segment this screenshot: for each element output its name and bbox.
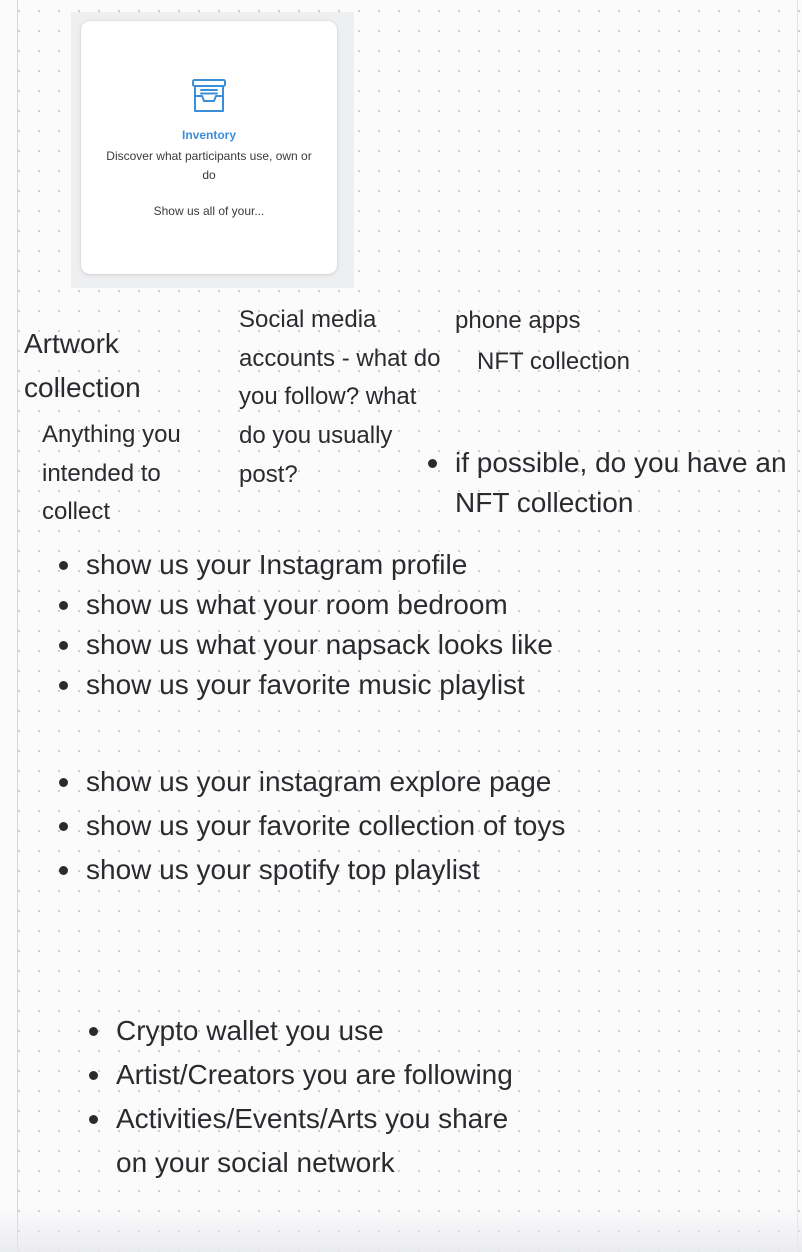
list-item[interactable]: show us your spotify top playlist — [56, 848, 576, 892]
list-item[interactable]: show us what your room bedroom — [56, 585, 576, 625]
artwork-collection-subtext[interactable]: Anything you intended to collect — [42, 421, 181, 525]
bottom-fade — [0, 1208, 802, 1252]
list-item[interactable]: show us your favorite collection of toys — [56, 804, 576, 848]
card-title: Inventory — [181, 128, 236, 142]
board-right-edge — [797, 0, 798, 1252]
show-us-list-b[interactable] — [56, 760, 576, 892]
list-item[interactable]: Artist/Creators you are following — [86, 1053, 526, 1097]
inventory-tray-icon — [189, 76, 229, 116]
show-us-list-a[interactable] — [56, 545, 576, 705]
list-item[interactable]: show us your instagram explore page — [56, 760, 576, 804]
nft-bullet-list[interactable] — [425, 443, 795, 523]
nft-collection-note[interactable]: NFT collection — [477, 348, 630, 375]
list-item[interactable]: show us your favorite music playlist — [56, 665, 576, 705]
list-item[interactable]: show us your Instagram profile — [56, 545, 576, 585]
card-description: Discover what participants use, own or do — [106, 149, 312, 182]
list-item[interactable]: Activities/Events/Arts you share on your social network — [86, 1097, 526, 1185]
artwork-collection-heading[interactable]: Artwork collection — [24, 328, 141, 403]
list-item[interactable]: Crypto wallet you use — [86, 1009, 526, 1053]
card-prompt: Show us all of your... — [153, 204, 265, 218]
crypto-list[interactable] — [86, 1009, 526, 1185]
list-item[interactable]: show us what your napsack looks like — [56, 625, 576, 665]
inventory-template-card[interactable] — [81, 21, 337, 274]
phone-apps-note[interactable]: phone apps — [455, 307, 581, 334]
social-media-note[interactable]: Social media accounts - what do you follow? what do you usually post? — [239, 306, 441, 488]
list-item[interactable]: if possible, do you have an NFT collection — [425, 443, 795, 523]
board-left-edge — [17, 0, 18, 1252]
